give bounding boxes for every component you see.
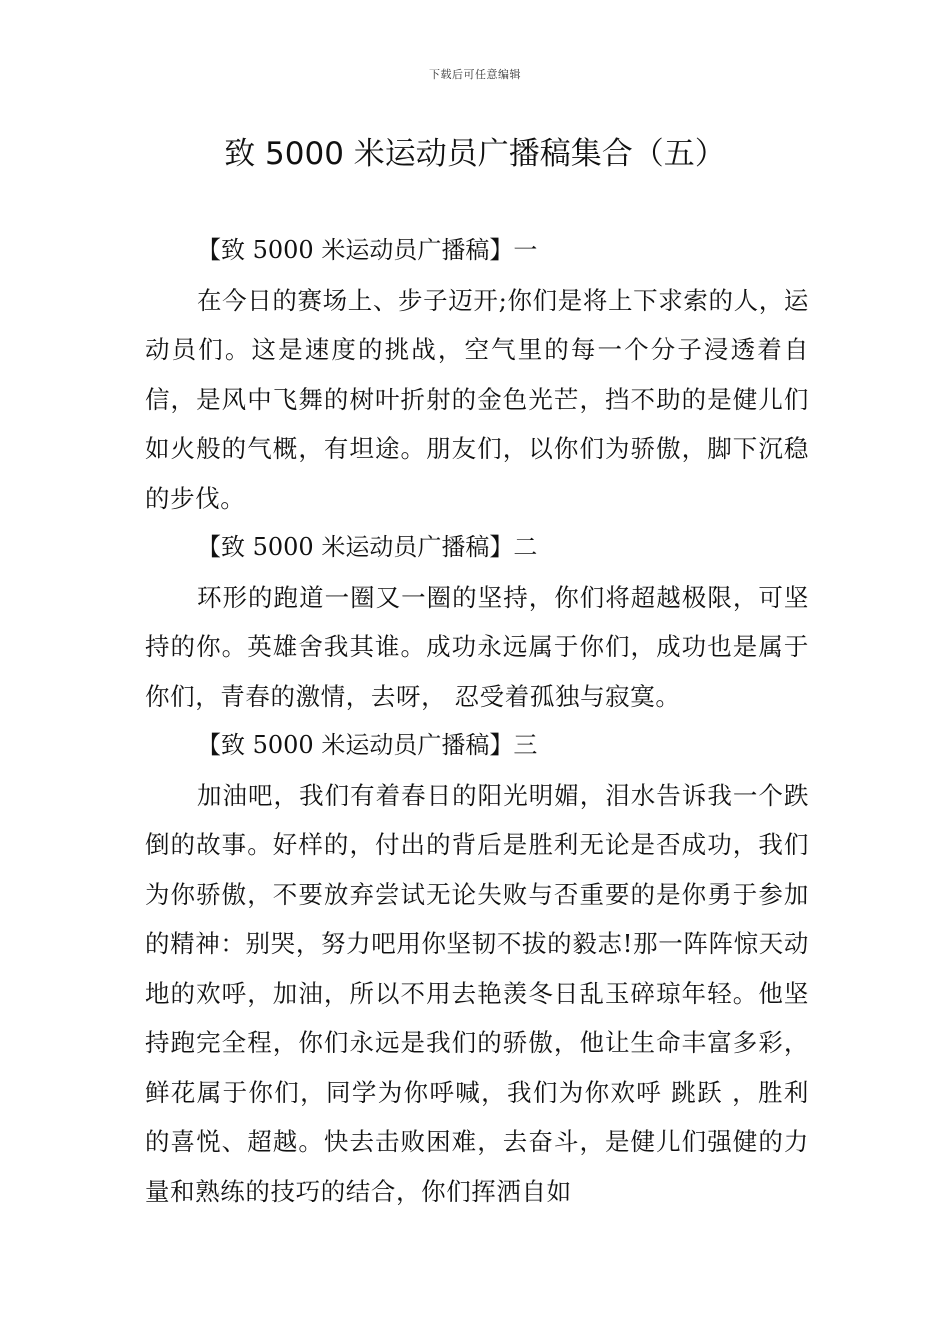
- section-heading-2: 【致 5000 米运动员广播稿】二: [197, 533, 538, 561]
- document-title: 致 5000 米运动员广播稿集合（五）: [224, 136, 726, 172]
- header-note: 下载后可任意编辑: [429, 68, 521, 81]
- section-paragraph-1: 在今日的赛场上、步子迈开;你们是将上下求索的人，运动员们。这是速度的挑战，空气里的每一个分子浸透着自信，是风中飞舞的树叶折射的金色光芒，挡不助的是健儿们如火般的气概，有坦途。朋友们，以你们为骄傲，脚下沉稳的步伐。: [145, 285, 809, 513]
- section-heading-1: 【致 5000 米运动员广播稿】一: [197, 236, 538, 264]
- document-body: [145, 226, 809, 1216]
- section-paragraph-2: 环形的跑道一圈又一圈的坚持，你们将超越极限，可坚持的你。英雄舍我其谁。成功永远属于你们，成功也是属于你们，青春的激情，去呀， 忍受着孤独与寂寞。: [145, 582, 809, 711]
- section-paragraph-3: 加油吧，我们有着春日的阳光明媚，泪水告诉我一个跌倒的故事。好样的，付出的背后是胜利无论是否成功，我们为你骄傲，不要放弃尝试无论失败与否重要的是你勇于参加的精神：别哭，努力吧用你坚韧不拔的毅志!那一阵阵惊天动地的欢呼，加油，所以不用去艳羡冬日乱玉碎琼年轻。他坚持跑完全程，你们永远是我们的骄傲，他让生命丰富多彩，鲜花属于你们，同学为你呼喊，我们为你欢呼 跳跃 ，胜利的喜悦、超越。快去击败困难，去奋斗，是健儿们强健的力量和熟练的技巧的结合，你们挥洒自如: [145, 780, 809, 1206]
- section-heading-3: 【致 5000 米运动员广播稿】三: [197, 731, 538, 759]
